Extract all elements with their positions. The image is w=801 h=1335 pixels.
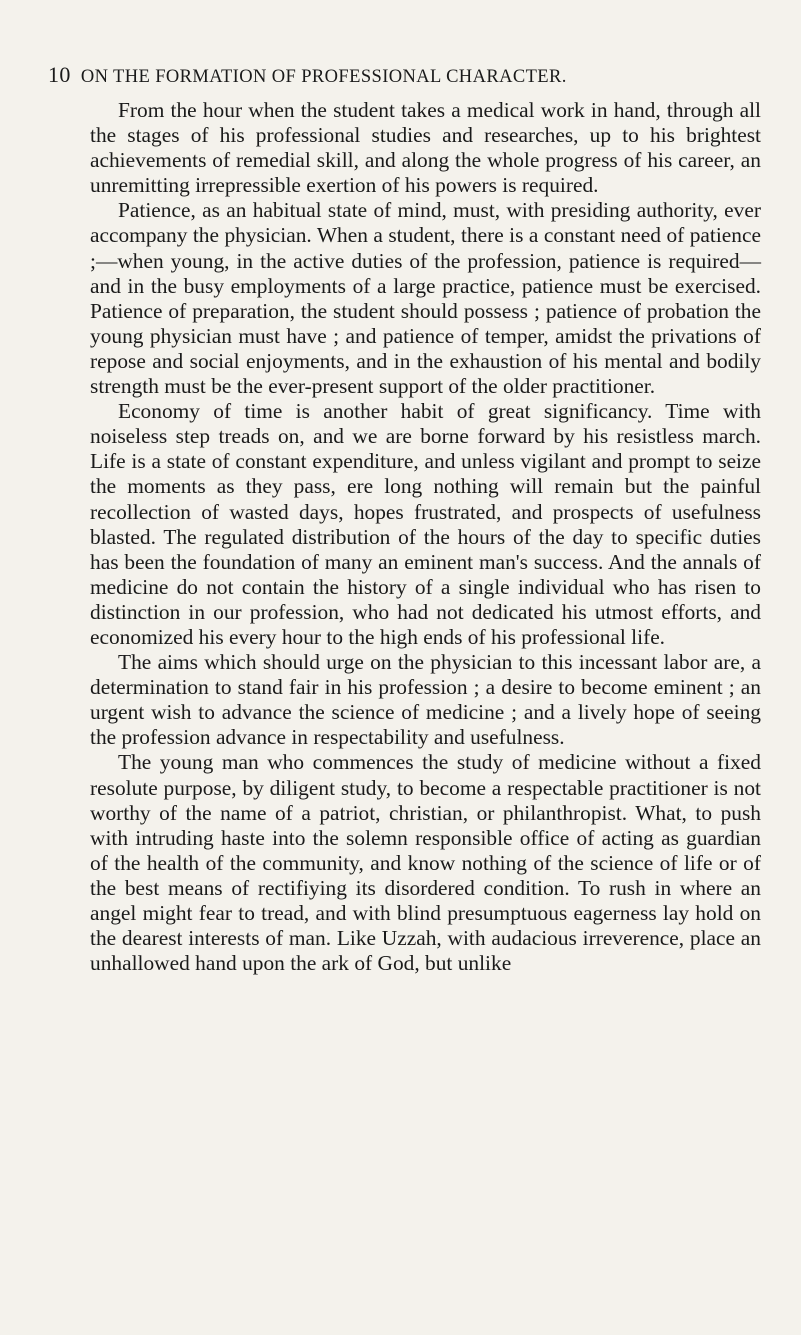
running-title: ON THE FORMATION OF PROFESSIONAL CHARACTER. [80,67,567,87]
paragraph-young-man: The young man who commences the study of medicine without a fixed resolute purpose, by diligent study, to become a respectable practitioner is not worthy of the name of a patriot, christian, or philanthropist. What, to push with intruding haste into the solemn responsible office of acting as guardian of the health of the community, and know nothing of the science of life or of the best means of rectifiying its disordered condition. To rush in where an angel might fear to tread, and with blind presumptuous eagerness lay hold on the dearest interests of man. Like Uzzah, with audacious irreverence, place an unhallowed hand upon the ark of God, but unlike [90,750,761,976]
body-text [90,98,761,976]
running-header [48,62,761,98]
paragraph-patience: Patience, as an habitual state of mind, must, with presiding authority, ever accompany the physician. When a student, there is a constant need of patience ;—when young, in the active duties of the profession, patience is required—and in the busy employments of a large practice, patience must be exercised. Patience of preparation, the student should possess ; patience of probation the young physician must have ; and patience of temper, amidst the privations of repose and social enjoyments, and in the exhaustion of his mental and bodily strength must be the ever-present support of the older practitioner. [90,198,761,399]
paragraph-aims: The aims which should urge on the physician to this incessant labor are, a determination to stand fair in his profession ; a desire to become eminent ; an urgent wish to advance the science of medicine ; and a lively hope of seeing the profession advance in respectability and usefulness. [90,650,761,750]
paragraph-economy-of-time: Economy of time is another habit of great significancy. Time with noiseless step treads on, and we are borne forward by his resistless march. Life is a state of constant expenditure, and unless vigilant and prompt to seize the moments as they pass, ere long nothing will remain but the painful recollection of wasted days, hopes frustrated, and prospects of usefulness blasted. The regulated distribution of the hours of the day to specific duties has been the foundation of many an eminent man's success. And the annals of medicine do not contain the history of a single individual who has risen to distinction in our profession, who had not dedicated his utmost efforts, and economized his every hour to the high ends of his professional life. [90,399,761,649]
page-number: 10 [48,62,71,87]
paragraph-hour-student: From the hour when the student takes a medical work in hand, through all the stages of his professional studies and researches, up to his brightest achievements of remedial skill, and along the whole progress of his career, an unremitting irrepressible exertion of his powers is required. [90,98,761,198]
